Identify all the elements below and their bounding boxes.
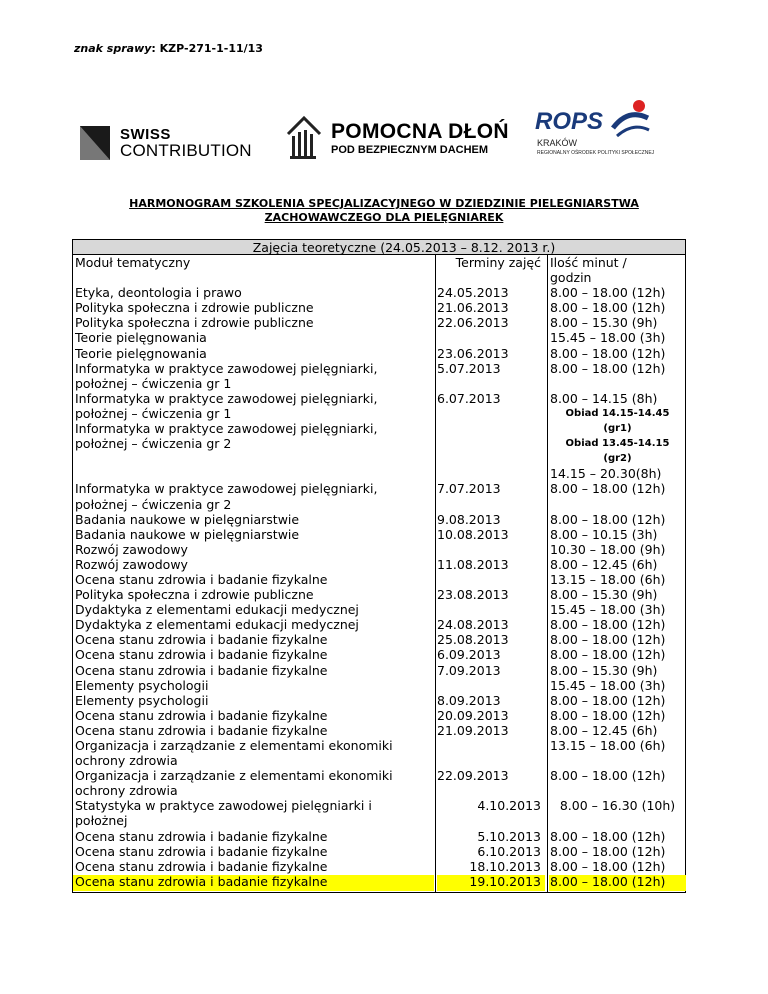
rops-full-name: REGIONALNY OŚRODEK POLITYKI SPOŁECZNEJ [537, 150, 655, 156]
table-body [72, 254, 686, 893]
minutes-cell [550, 376, 685, 391]
logos-row [80, 100, 680, 180]
module-cell [75, 270, 435, 285]
module-cell: Informatyka w praktyce zawodowej pielęgniarki, [75, 390, 378, 406]
module-cell: Organizacja i zarządzanie z elementami ekonomiki [75, 768, 393, 784]
module-cell: Ocena stanu zdrowia i badanie fizykalne [75, 647, 328, 663]
module-cell: Badania naukowe w pielęgniarstwie [75, 526, 300, 542]
document-title [74, 197, 694, 225]
minutes-cell [550, 753, 685, 768]
date-cell [437, 497, 545, 512]
module-cell: Polityka społeczna i zdrowie publiczne [75, 300, 314, 316]
title-line2: ZACHOWAWCZEGO DLA PIELĘGNIAREK [264, 211, 504, 224]
module-cell: Dydaktyka z elementami edukacji medycznej [75, 617, 359, 633]
module-cell: Organizacja i zarządzanie z elementami ekonomiki [75, 738, 393, 753]
date-cell: 9.08.2013 [437, 511, 501, 527]
module-cell: położnej – ćwiczenia gr 1 [75, 375, 232, 391]
house-hand-icon [285, 114, 323, 164]
module-cell: Teorie pielęgnowania [75, 330, 207, 346]
date-cell [437, 330, 545, 345]
minutes-cell: 8.00 – 18.00 (12h) [550, 360, 666, 376]
date-cell: 7.09.2013 [437, 662, 501, 678]
swiss-mark-icon [80, 126, 110, 160]
minutes-cell: 8.00 – 18.00 (12h) [550, 692, 666, 708]
module-cell: Informatyka w praktyce zawodowej pielęgniarki, [75, 481, 378, 497]
minutes-cell: 14.15 – 20.30(8h) [550, 466, 662, 482]
minutes-cell: 8.00 – 15.30 (9h) [550, 587, 658, 603]
module-cell: Ocena stanu zdrowia i badanie fizykalne [75, 662, 328, 678]
minutes-cell: 13.15 – 18.00 (6h) [550, 571, 666, 587]
module-cell: Elementy psychologii [75, 677, 209, 693]
date-cell: 6.10.2013 [477, 843, 541, 859]
module-cell: Teorie pielęgnowania [75, 345, 207, 361]
column-header-dates: Terminy zajęć [455, 255, 541, 270]
module-cell: Ocena stanu zdrowia i badanie fizykalne [75, 707, 328, 723]
minutes-cell [550, 813, 685, 828]
module-cell: Ocena stanu zdrowia i badanie fizykalne [75, 858, 328, 874]
date-cell: 21.06.2013 [437, 300, 509, 316]
minutes-cell: 15.45 – 18.00 (3h) [550, 330, 666, 346]
module-cell: ochrony zdrowia [75, 753, 178, 769]
date-cell [437, 451, 545, 466]
module-cell: położnej – ćwiczenia gr 2 [75, 436, 232, 452]
date-cell [437, 406, 545, 421]
date-cell: 22.09.2013 [437, 768, 509, 784]
rops-logo [535, 100, 695, 170]
date-cell: 23.06.2013 [437, 345, 509, 361]
date-cell: 8.09.2013 [437, 692, 501, 708]
minutes-cell: 8.00 – 10.15 (3h) [550, 526, 658, 542]
date-cell [437, 466, 545, 481]
minutes-cell: 8.00 – 12.45 (6h) [550, 556, 658, 572]
minutes-cell: 8.00 – 15.30 (9h) [550, 315, 658, 331]
column-divider [547, 255, 548, 892]
case-reference-label: znak sprawy [74, 42, 152, 55]
date-cell: 10.08.2013 [437, 526, 509, 542]
table-header: Zajęcia teoretyczne (24.05.2013 – 8.12. 2013 r.) [72, 239, 686, 254]
column-divider [435, 255, 436, 892]
module-cell: Rozwój zawodowy [75, 556, 188, 572]
module-cell: Informatyka w praktyce zawodowej pielęgniarki, [75, 360, 378, 376]
module-cell: Rozwój zawodowy [75, 541, 188, 557]
minutes-cell: 13.15 – 18.00 (6h) [550, 738, 666, 753]
date-cell [437, 813, 545, 828]
date-cell [437, 783, 545, 798]
date-cell [437, 678, 545, 693]
module-column [75, 255, 435, 889]
date-cell: 25.08.2013 [437, 632, 509, 648]
module-cell: położnej [75, 813, 128, 829]
date-cell [437, 602, 545, 617]
date-cell: 7.07.2013 [437, 481, 501, 497]
module-cell: Ocena stanu zdrowia i badanie fizykalne [75, 873, 328, 889]
minutes-cell: 8.00 – 18.00 (12h) [550, 285, 666, 301]
minutes-cell: 8.00 – 18.00 (12h) [550, 768, 666, 784]
date-cell [437, 738, 545, 753]
swiss-contribution-logo [80, 126, 252, 160]
date-cell: 4.10.2013 [477, 798, 541, 814]
minutes-cell [550, 497, 685, 512]
date-cell: 22.06.2013 [437, 315, 509, 331]
date-cell: 19.10.2013 [469, 873, 541, 889]
date-cell: 24.08.2013 [437, 617, 509, 633]
minutes-cell: 8.00 – 15.30 (9h) [550, 662, 658, 678]
swiss-line2: CONTRIBUTION [120, 141, 252, 160]
minutes-cell: 8.00 – 18.00 (12h) [550, 345, 666, 361]
rops-name: ROPS [535, 108, 604, 135]
date-cell [437, 572, 545, 587]
rops-figure-icon [603, 98, 653, 144]
minutes-cell: 8.00 – 18.00 (12h) [550, 858, 666, 874]
case-reference [74, 42, 263, 55]
date-cell [437, 753, 545, 768]
minutes-cell: (gr1) [603, 423, 632, 435]
module-cell: położnej – ćwiczenia gr 2 [75, 496, 232, 512]
date-cell: 6.07.2013 [437, 390, 501, 406]
date-cell: 11.08.2013 [437, 556, 509, 572]
minutes-cell: 8.00 – 18.00 (12h) [550, 511, 666, 527]
minutes-cell: Obiad 14.15-14.45 [565, 407, 670, 419]
module-cell: Ocena stanu zdrowia i badanie fizykalne [75, 571, 328, 587]
minutes-cell: 8.00 – 18.00 (12h) [550, 828, 666, 844]
date-cell [437, 436, 545, 451]
module-cell: Ocena stanu zdrowia i badanie fizykalne [75, 843, 328, 859]
module-cell: Elementy psychologii [75, 692, 209, 708]
module-cell: Ocena stanu zdrowia i badanie fizykalne [75, 828, 328, 844]
swiss-line1: SWISS [120, 126, 171, 143]
module-cell: Etyka, deontologia i prawo [75, 285, 242, 301]
module-cell: Polityka społeczna i zdrowie publiczne [75, 315, 314, 331]
schedule-table [72, 239, 686, 893]
minutes-cell: (gr2) [603, 453, 632, 465]
pomocna-dlon-logo [285, 114, 509, 164]
minutes-cell: 8.00 – 18.00 (12h) [550, 632, 666, 648]
minutes-cell: 8.00 – 18.00 (12h) [550, 843, 666, 859]
dates-column [437, 255, 545, 889]
module-cell [75, 451, 435, 466]
minutes-cell: 8.00 – 14.15 (8h) [550, 390, 658, 406]
minutes-cell: 15.45 – 18.00 (3h) [550, 602, 666, 618]
module-cell: Badania naukowe w pielęgniarstwie [75, 511, 300, 527]
minutes-cell: 8.00 – 18.00 (12h) [550, 617, 666, 633]
date-cell: 5.07.2013 [437, 360, 501, 376]
minutes-cell: 8.00 – 18.00 (12h) [550, 300, 666, 316]
minutes-cell: 8.00 – 12.45 (6h) [550, 722, 658, 738]
column-header-module: Moduł tematyczny [75, 255, 191, 270]
date-cell: 23.08.2013 [437, 587, 509, 603]
minutes-cell: 15.45 – 18.00 (3h) [550, 677, 666, 693]
module-cell: Polityka społeczna i zdrowie publiczne [75, 587, 314, 603]
minutes-cell [550, 783, 685, 798]
minutes-column [550, 255, 685, 889]
minutes-cell: 8.00 – 18.00 (12h) [550, 647, 666, 663]
minutes-cell: 8.00 – 18.00 (12h) [550, 873, 666, 889]
date-cell: 6.09.2013 [437, 647, 501, 663]
minutes-cell: 8.00 – 16.30 (10h) [559, 798, 676, 814]
minutes-cell: 10.30 – 18.00 (9h) [550, 541, 666, 557]
date-cell [437, 270, 545, 285]
module-cell: Ocena stanu zdrowia i badanie fizykalne [75, 632, 328, 648]
case-reference-value: : KZP-271-1-11/13 [151, 42, 263, 55]
rops-city: KRAKÓW [537, 138, 578, 148]
column-header-minutes-unit: godzin [550, 270, 592, 286]
date-cell: 5.10.2013 [477, 828, 541, 844]
module-cell [75, 466, 435, 481]
module-cell: ochrony zdrowia [75, 783, 178, 799]
minutes-cell: Obiad 13.45-14.15 [565, 438, 670, 450]
module-cell: Informatyka w praktyce zawodowej pielęgniarki, [75, 421, 378, 437]
minutes-cell: 8.00 – 18.00 (12h) [550, 707, 666, 723]
date-cell: 18.10.2013 [469, 858, 541, 874]
date-cell: 24.05.2013 [437, 285, 509, 301]
date-cell: 21.09.2013 [437, 722, 509, 738]
pomocna-line1: POMOCNA DŁOŃ [331, 120, 509, 143]
date-cell [437, 542, 545, 557]
date-cell: 20.09.2013 [437, 707, 509, 723]
title-line1: HARMONOGRAM SZKOLENIA SPECJALIZACYJNEGO W DZIEDZINIE PIELEGNIARSTWA [129, 197, 639, 210]
module-cell: położnej – ćwiczenia gr 1 [75, 405, 232, 421]
module-cell: Dydaktyka z elementami edukacji medycznej [75, 602, 359, 618]
minutes-cell: 8.00 – 18.00 (12h) [550, 481, 666, 497]
module-cell: Ocena stanu zdrowia i badanie fizykalne [75, 722, 328, 738]
date-cell [437, 421, 545, 436]
module-cell: Statystyka w praktyce zawodowej pielęgniarki i [75, 798, 372, 814]
date-cell [437, 376, 545, 391]
pomocna-line2: POD BEZPIECZNYM DACHEM [331, 144, 489, 156]
column-header-minutes: Ilość minut / [550, 255, 627, 270]
